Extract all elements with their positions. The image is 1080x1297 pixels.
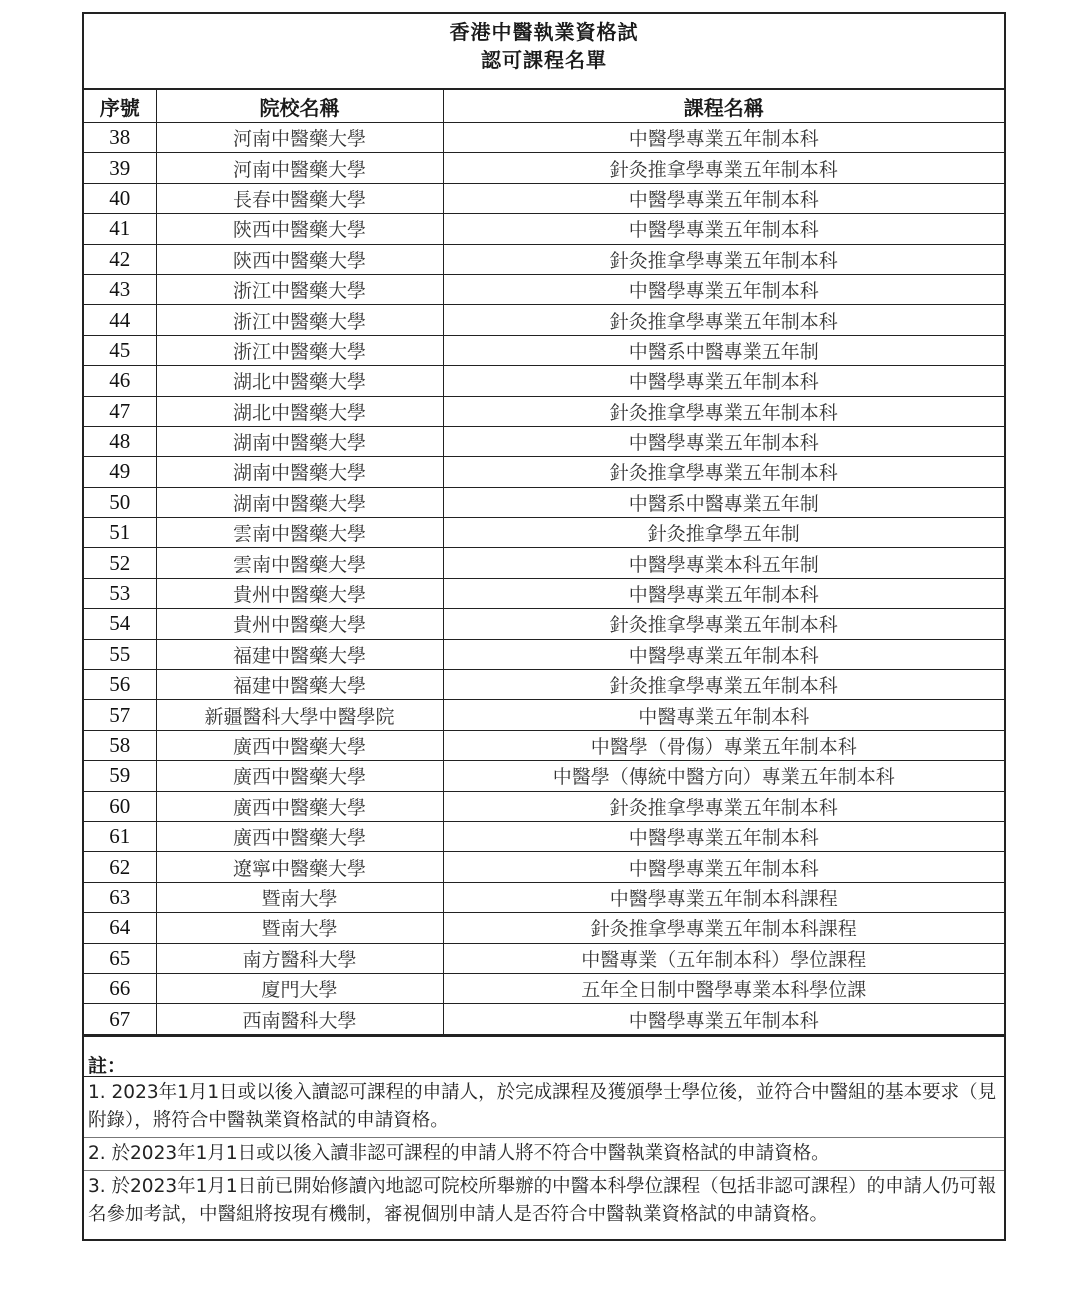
school-cell: 西南醫科大學: [156, 1004, 443, 1034]
school-cell: 貴州中醫藥大學: [156, 578, 443, 608]
school-cell: 陝西中醫藥大學: [156, 244, 443, 274]
table-row: [84, 335, 1004, 365]
school-cell: 長春中醫藥大學: [156, 183, 443, 213]
serial-cell: 39: [84, 153, 156, 183]
course-cell: 中醫學專業五年制本科: [443, 366, 1004, 396]
school-cell: 河南中醫藥大學: [156, 123, 443, 153]
course-cell: 針灸推拿學專業五年制本科: [443, 609, 1004, 639]
school-cell: 湖南中醫藥大學: [156, 426, 443, 456]
course-cell: 中醫專業（五年制本科）學位課程: [443, 943, 1004, 973]
course-cell: 中醫學專業五年制本科: [443, 821, 1004, 851]
serial-cell: 63: [84, 882, 156, 912]
table-row: [84, 244, 1004, 274]
table-row: [84, 305, 1004, 335]
school-cell: 貴州中醫藥大學: [156, 609, 443, 639]
course-cell: 針灸推拿學五年制: [443, 518, 1004, 548]
school-cell: 廣西中醫藥大學: [156, 730, 443, 760]
note-item: 3. 於2023年1月1日前已開始修讀內地認可院校所舉辦的中醫本科學位課程（包括非認可課程）的申請人仍可報名參加考試，中醫組將按現有機制，審視個別申請人是否符合中醫執業資格試的申請資格。: [88, 1175, 997, 1225]
course-cell: 針灸推拿學專業五年制本科: [443, 396, 1004, 426]
serial-cell: 58: [84, 730, 156, 760]
serial-cell: 57: [84, 700, 156, 730]
course-cell: 中醫系中醫專業五年制: [443, 487, 1004, 517]
course-cell: 中醫學專業五年制本科: [443, 578, 1004, 608]
school-cell: 雲南中醫藥大學: [156, 518, 443, 548]
serial-cell: 56: [84, 670, 156, 700]
serial-cell: 67: [84, 1004, 156, 1034]
table-row: [84, 821, 1004, 851]
course-cell: 中醫系中醫專業五年制: [443, 335, 1004, 365]
table-row: [84, 518, 1004, 548]
serial-cell: 62: [84, 852, 156, 882]
serial-cell: 40: [84, 183, 156, 213]
course-cell: 針灸推拿學專業五年制本科: [443, 244, 1004, 274]
course-cell: 中醫學專業五年制本科: [443, 426, 1004, 456]
course-cell: 中醫學專業五年制本科: [443, 852, 1004, 882]
serial-cell: 51: [84, 518, 156, 548]
table-header-row: [84, 90, 1004, 123]
serial-cell: 65: [84, 943, 156, 973]
course-cell: 針灸推拿學專業五年制本科課程: [443, 913, 1004, 943]
table-row: [84, 396, 1004, 426]
note-item: 2. 於2023年1月1日或以後入讀非認可課程的申請人將不符合中醫執業資格試的申請資格。: [84, 1138, 1004, 1171]
school-cell: 福建中醫藥大學: [156, 639, 443, 669]
table-row: [84, 791, 1004, 821]
table-row: [84, 153, 1004, 183]
school-cell: 湖北中醫藥大學: [156, 366, 443, 396]
table-row: [84, 913, 1004, 943]
school-cell: 新疆醫科大學中醫學院: [156, 700, 443, 730]
table-row: [84, 639, 1004, 669]
school-cell: 暨南大學: [156, 882, 443, 912]
table-row: [84, 761, 1004, 791]
school-cell: 湖北中醫藥大學: [156, 396, 443, 426]
table-row: [84, 487, 1004, 517]
serial-cell: 61: [84, 821, 156, 851]
serial-cell: 41: [84, 214, 156, 244]
serial-cell: 59: [84, 761, 156, 791]
table-row: [84, 578, 1004, 608]
table-row: [84, 457, 1004, 487]
notes-section: [84, 1035, 1004, 1239]
serial-cell: 47: [84, 396, 156, 426]
notes-heading: 註：: [84, 1037, 1004, 1077]
serial-cell: 53: [84, 578, 156, 608]
serial-cell: 43: [84, 274, 156, 304]
school-cell: 福建中醫藥大學: [156, 670, 443, 700]
school-cell: 暨南大學: [156, 913, 443, 943]
course-cell: 中醫學專業五年制本科: [443, 123, 1004, 153]
serial-cell: 52: [84, 548, 156, 578]
header-school: 院校名稱: [156, 90, 443, 123]
serial-cell: 66: [84, 973, 156, 1003]
serial-cell: 42: [84, 244, 156, 274]
document-sheet: [82, 12, 1006, 1241]
table-row: [84, 609, 1004, 639]
serial-cell: 49: [84, 457, 156, 487]
header-serial: 序號: [84, 90, 156, 123]
school-cell: 廈門大學: [156, 973, 443, 1003]
course-cell: 中醫學專業五年制本科: [443, 214, 1004, 244]
table-row: [84, 183, 1004, 213]
table-row: [84, 700, 1004, 730]
school-cell: 浙江中醫藥大學: [156, 335, 443, 365]
table-row: [84, 882, 1004, 912]
serial-cell: 44: [84, 305, 156, 335]
serial-cell: 50: [84, 487, 156, 517]
table-row: [84, 730, 1004, 760]
table-row: [84, 852, 1004, 882]
course-cell: 中醫學專業本科五年制: [443, 548, 1004, 578]
course-cell: 中醫學專業五年制本科: [443, 1004, 1004, 1034]
document-title: 香港中醫執業資格試: [449, 20, 639, 44]
table-body: [84, 123, 1004, 1035]
table-row: [84, 366, 1004, 396]
title-block: [84, 14, 1004, 90]
school-cell: 湖南中醫藥大學: [156, 487, 443, 517]
school-cell: 陝西中醫藥大學: [156, 214, 443, 244]
course-cell: 中醫學（骨傷）專業五年制本科: [443, 730, 1004, 760]
course-cell: 針灸推拿學專業五年制本科: [443, 457, 1004, 487]
serial-cell: 38: [84, 123, 156, 153]
course-cell: 中醫學專業五年制本科: [443, 183, 1004, 213]
course-cell: 中醫專業五年制本科: [443, 700, 1004, 730]
table-row: [84, 274, 1004, 304]
school-cell: 雲南中醫藥大學: [156, 548, 443, 578]
course-cell: 針灸推拿學專業五年制本科: [443, 305, 1004, 335]
school-cell: 浙江中醫藥大學: [156, 305, 443, 335]
school-cell: 廣西中醫藥大學: [156, 821, 443, 851]
serial-cell: 46: [84, 366, 156, 396]
table-row: [84, 973, 1004, 1003]
table-row: [84, 123, 1004, 153]
table-row: [84, 426, 1004, 456]
header-course: 課程名稱: [443, 90, 1004, 123]
school-cell: 廣西中醫藥大學: [156, 761, 443, 791]
table-row: [84, 214, 1004, 244]
school-cell: 遼寧中醫藥大學: [156, 852, 443, 882]
serial-cell: 54: [84, 609, 156, 639]
course-cell: 針灸推拿學專業五年制本科: [443, 153, 1004, 183]
school-cell: 浙江中醫藥大學: [156, 274, 443, 304]
school-cell: 湖南中醫藥大學: [156, 457, 443, 487]
table-row: [84, 1004, 1004, 1034]
course-table: [84, 90, 1004, 1035]
table-row: [84, 548, 1004, 578]
document-subtitle: 認可課程名單: [481, 48, 607, 72]
course-cell: 中醫學專業五年制本科: [443, 274, 1004, 304]
school-cell: 南方醫科大學: [156, 943, 443, 973]
course-cell: 中醫學專業五年制本科課程: [443, 882, 1004, 912]
school-cell: 廣西中醫藥大學: [156, 791, 443, 821]
course-cell: 針灸推拿學專業五年制本科: [443, 791, 1004, 821]
serial-cell: 64: [84, 913, 156, 943]
course-cell: 中醫學專業五年制本科: [443, 639, 1004, 669]
note-item: 1. 2023年1月1日或以後入讀認可課程的申請人，於完成課程及獲頒學士學位後，並符合中醫組的基本要求（見附錄），將符合中醫執業資格試的申請資格。: [84, 1077, 1004, 1138]
course-cell: 中醫學（傳統中醫方向）專業五年制本科: [443, 761, 1004, 791]
serial-cell: 45: [84, 335, 156, 365]
table-row: [84, 670, 1004, 700]
serial-cell: 60: [84, 791, 156, 821]
school-cell: 河南中醫藥大學: [156, 153, 443, 183]
course-cell: 針灸推拿學專業五年制本科: [443, 670, 1004, 700]
serial-cell: 55: [84, 639, 156, 669]
course-cell: 五年全日制中醫學專業本科學位課: [443, 973, 1004, 1003]
table-row: [84, 943, 1004, 973]
serial-cell: 48: [84, 426, 156, 456]
